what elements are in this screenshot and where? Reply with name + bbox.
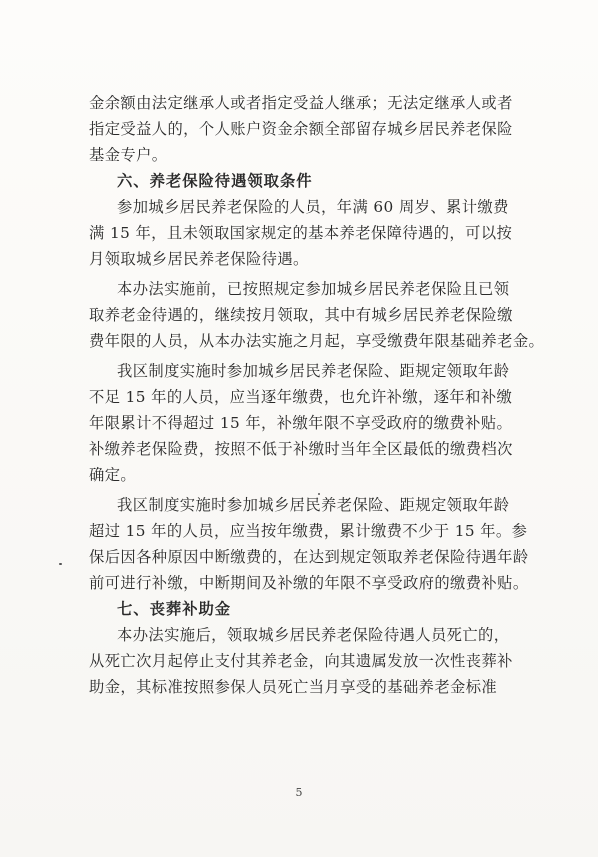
text-line: 本办法实施后，领取城乡居民养老保险待遇人员死亡的， [117,626,510,644]
document-body [89,90,545,700]
section-heading-7: 七、丧葬补助金 [117,600,232,618]
text-line: 年限累计不得超过 15 年，补缴年限不享受政府的缴费补贴。 [89,414,513,432]
paragraph [89,194,515,272]
text-line: 前可进行补缴，中断期间及补缴的年限不享受政府的缴费补贴。 [89,574,529,592]
text-line: 补缴养老保险费，按照不低于补缴时当年全区最低的缴费档次 [89,440,513,458]
text-line: 取养老金待遇的，继续按月领取，其中有城乡居民养老保险缴 [89,306,513,324]
text-line: 满 15 年，且未领取国家规定的基本养老保障待遇的，可以按 [89,224,513,242]
paragraph-continuation [89,90,515,168]
paragraph [89,276,545,354]
text-line: 我区制度实施时参加城乡居民养老保险、距规定领取年龄 [117,362,510,380]
paragraph [89,622,515,700]
text-line: 保后因各种原因中断缴费的，在达到规定领取养老保险待遇年龄 [89,548,529,566]
paragraph [89,492,529,596]
text-line: 确定。 [89,466,137,484]
text-line: 本办法实施前，已按照规定参加城乡居民养老保险且已领 [117,280,510,298]
scan-speck [318,493,320,495]
text-line: 基金专户。 [89,146,168,164]
text-line: 我区制度实施时参加城乡居民养老保险、距规定领取年龄 [117,496,510,514]
text-line: 月领取城乡居民养老保险待遇。 [89,250,309,268]
text-line: 参加城乡居民养老保险的人员，年满 60 周岁、累计缴费 [117,198,509,216]
text-line: 超过 15 年的人员，应当按年缴费，累计缴费不少于 15 年。参 [89,522,528,540]
text-line: 金余额由法定继承人或者指定受益人继承；无法定继承人或者 [89,94,513,112]
text-line: 从死亡次月起停止支付其养老金，向其遗属发放一次性丧葬补 [89,652,513,670]
section-heading-6: 六、养老保险待遇领取条件 [117,172,313,190]
text-line: 指定受益人的，个人账户资金余额全部留存城乡居民养老保险 [89,120,513,138]
scan-speck [59,563,62,565]
text-line: 费年限的人员，从本办法实施之月起，享受缴费年限基础养老金。 [89,332,545,350]
page-number: 5 [295,786,303,799]
text-line: 助金，其标准按照参保人员死亡当月享受的基础养老金标准 [89,678,498,696]
text-line: 不足 15 年的人员，应当逐年缴费，也允许补缴，逐年和补缴 [89,388,513,406]
paragraph [89,358,515,488]
